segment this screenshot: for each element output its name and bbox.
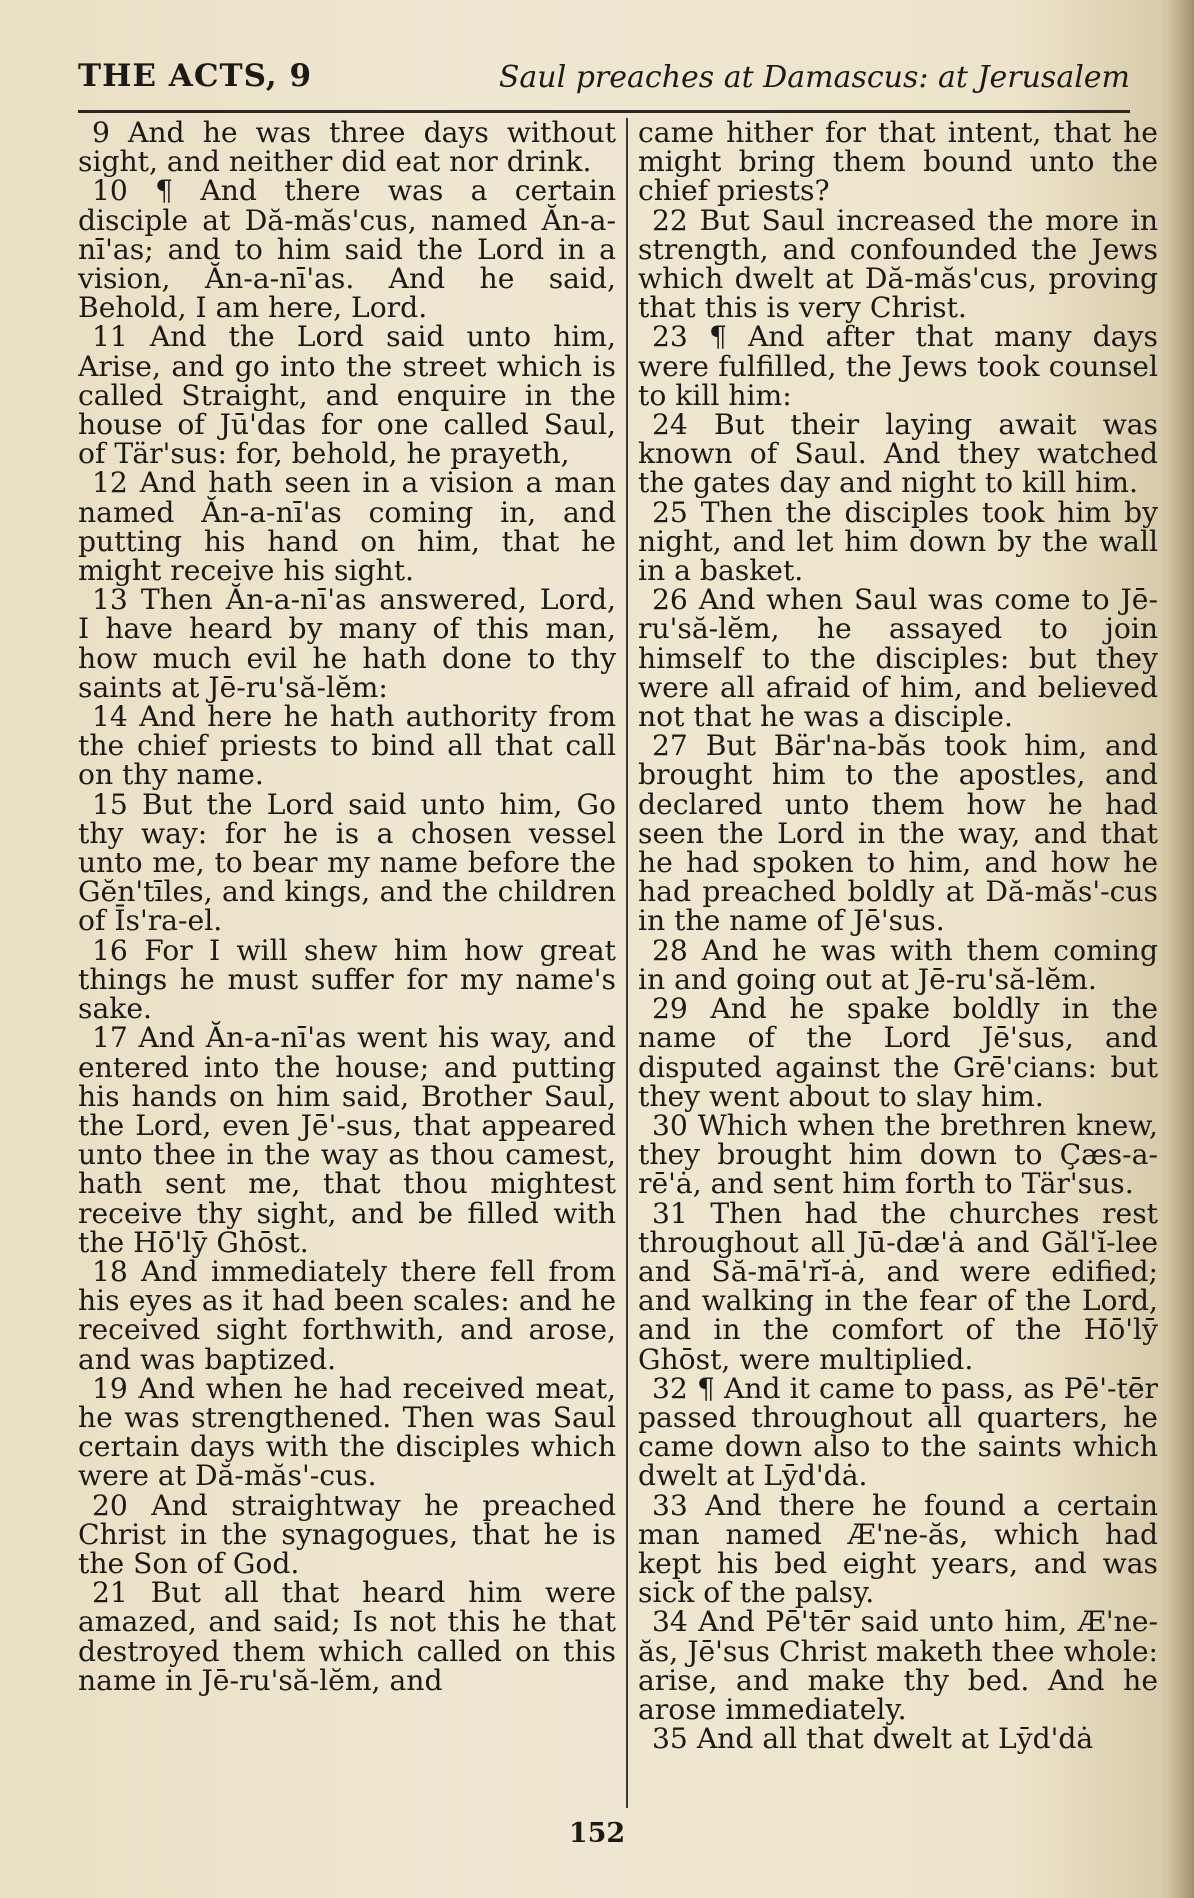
header-rule bbox=[78, 110, 1130, 113]
verse-21-continued: came hither for that intent, that he might bring them bound unto the chief priests? bbox=[638, 118, 1158, 208]
verse-29: 29 And he spake boldly in the name of the Lord Jē'sus, and disputed against the Grē'cians: but they went about to slay him. bbox=[638, 992, 1158, 1113]
verse-13: 13 Then Ăn-a-nī'as answered, Lord, I have heard by many of this man, how much evil he hath done to thy saints at Jē-ru'să-lĕm: bbox=[78, 583, 616, 704]
verse-35: 35 And all that dwelt at Lȳd'dȧ bbox=[652, 1722, 1094, 1756]
verse-9: 9 And he was three days without sight, and neither did eat nor drink. bbox=[78, 118, 616, 179]
verse-33: 33 And there he found a certain man named Æ'ne-ăs, which had kept his bed eight years, and was sick of the palsy. bbox=[638, 1488, 1158, 1610]
section-heading: Saul preaches at Damascus: at Jerusalem bbox=[498, 60, 1130, 95]
verse-28: 28 And he was with them coming in and going out at Jē-ru'să-lĕm. bbox=[638, 933, 1158, 996]
right-column bbox=[638, 118, 1158, 1808]
verse-10: 10 ¶ And there was a certain disciple at Dă-măs'cus, named Ăn-a-nī'as; and to him said the Lord in a vision, Ăn-a-nī'as. And he said, Behold, I am here, Lord. bbox=[78, 174, 616, 325]
verse-18: 18 And immediately there fell from his eyes as it had been scales: and he received sight forthwith, and arose, and was baptized. bbox=[78, 1254, 616, 1376]
running-header bbox=[78, 58, 1130, 106]
verse-19: 19 And when he had received meat, he was strengthened. Then was Saul certain days with the disciples which were at Dă-măs'-cus. bbox=[78, 1371, 616, 1493]
verse-11: 11 And the Lord said unto him, Arise, and go into the street which is called Straight, and enquire in the house of Jū'das for one called Saul, of Tär'sus: for, behold, he prayeth, bbox=[78, 320, 616, 471]
verse-12: 12 And hath seen in a vision a man named Ăn-a-nī'as coming in, and putting his hand on him, that he might receive his sight. bbox=[78, 466, 616, 588]
verse-22: 22 But Saul increased the more in strength, and confounded the Jews which dwelt at Dă-măs'cus, proving that this is very Christ. bbox=[638, 203, 1158, 325]
verse-30: 30 Which when the brethren knew, they brought him down to Çæs-a-rē'ȧ, and sent him forth to Tär'sus. bbox=[638, 1108, 1158, 1201]
left-column bbox=[78, 118, 616, 1808]
page-edge bbox=[1166, 0, 1194, 1898]
verse-34: 34 And Pē'tēr said unto him, Æ'ne-ăs, Jē'sus Christ maketh thee whole: arise, and make thy bed. And he arose immediately. bbox=[638, 1605, 1158, 1726]
verse-21: 21 But all that heard him were amazed, and said; Is not this he that destroyed them which called on this name in Jē-ru'să-lĕm, and bbox=[78, 1576, 616, 1697]
verse-23: 23 ¶ And after that many days were fulfilled, the Jews took counsel to kill him: bbox=[638, 320, 1158, 412]
verse-24: 24 But their laying await was known of Saul. And they watched the gates day and night to kill him. bbox=[638, 408, 1158, 500]
verse-31: 31 Then had the churches rest throughout all Jū-dæ'ȧ and Găl'ĭ-lee and Să-mā'rĭ-ȧ, and were edified; and walking in the fear of the Lord, and in the comfort of the Hō'lȳ Ghōst, were multiplied. bbox=[638, 1196, 1158, 1376]
verse-14: 14 And here he hath authority from the chief priests to bind all that call on thy name. bbox=[78, 700, 616, 792]
column-divider bbox=[626, 118, 628, 1808]
verse-16: 16 For I will shew him how great things he must suffer for my name's sake. bbox=[78, 933, 616, 1026]
verse-15: 15 But the Lord said unto him, Go thy way: for he is a chosen vessel unto me, to bear my name before the Gĕn'tīles, and kings, and the children of Īs'ra-el. bbox=[78, 787, 616, 938]
book-chapter-title: THE ACTS, 9 bbox=[78, 58, 313, 94]
verse-26: 26 And when Saul was come to Jē-ru'să-lĕm, he assayed to join himself to the disciples: but they were all afraid of him, and believed not that he was a disciple. bbox=[638, 583, 1158, 734]
verse-17: 17 And Ăn-a-nī'as went his way, and entered into the house; and putting his hands on him said, Brother Saul, the Lord, even Jē'-sus, that appeared unto thee in the way as thou camest, hath sent me, that thou mightest receive thy sight, and be filled with the Hō'lȳ Ghōst. bbox=[78, 1021, 616, 1259]
verse-32: 32 ¶ And it came to pass, as Pē'-tēr passed throughout all quarters, he came down also to the saints which dwelt at Lȳd'dȧ. bbox=[638, 1371, 1158, 1493]
verse-25: 25 Then the disciples took him by night, and let him down by the wall in a basket. bbox=[638, 495, 1158, 588]
verse-27: 27 But Bär'na-băs took him, and brought him to the apostles, and declared unto them how he had seen the Lord in the way, and that he had spoken to him, and how he had preached boldly at Dă-măs'-cus in the name of Jē'sus. bbox=[638, 729, 1158, 938]
page-number: 152 bbox=[568, 1818, 626, 1849]
verse-20: 20 And straightway he preached Christ in the synagogues, that he is the Son of God. bbox=[78, 1488, 616, 1580]
